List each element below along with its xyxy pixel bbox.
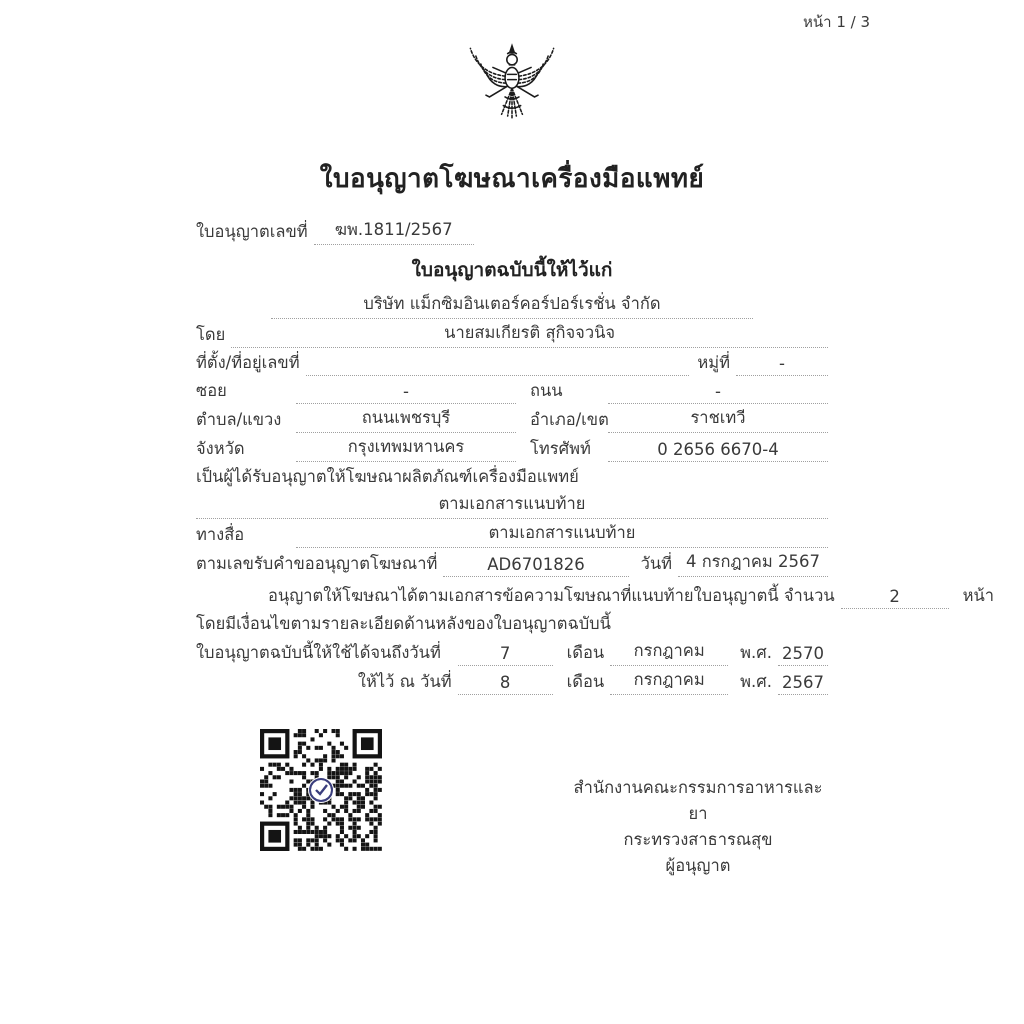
province-label: จังหวัด (196, 439, 245, 458)
page-number-indicator: หน้า 1 / 3 (802, 13, 870, 31)
valid-until-day: 7 (458, 644, 553, 666)
media-label: ทางสื่อ (196, 525, 245, 544)
moo-value: - (736, 354, 828, 376)
license-form (196, 217, 995, 879)
issued-to-heading: ใบอนุญาตฉบับนี้ให้ไว้แก่ (411, 259, 613, 281)
application-label: ตามเลขรับคำขออนุญาตโฆษณาที่ (196, 554, 438, 573)
grantee-statement-row (196, 463, 828, 490)
by-label: โดย (196, 325, 226, 344)
media-value: ตามเอกสารแนบท้าย (296, 520, 828, 548)
phone-value: 0 2656 6670-4 (608, 440, 828, 462)
company-row (196, 291, 828, 319)
pages-count-row (196, 582, 995, 609)
subdistrict-value: ถนนเพชรบุรี (296, 405, 516, 433)
application-date-value: 4 กรกฎาคม 2567 (678, 549, 828, 577)
document-title: ใบอนุญาตโฆษณาเครื่องมือแพทย์ (319, 164, 705, 194)
by-name-value: นายสมเกียรติ สุกิจจวนิจ (231, 320, 828, 348)
grantee-statement: เป็นผู้ได้รับอนุญาตให้โฆษณาผลิตภัณฑ์เครื่องมือแพทย์ (196, 467, 579, 486)
conditions-statement: โดยมีเงื่อนไขตามรายละเอียดด้านหลังของใบอนุญาตฉบับนี้ (196, 614, 611, 633)
era-label-1: พ.ศ. (740, 643, 772, 662)
location-label: ที่ตั้ง/ที่อยู่เลขที่ (196, 353, 300, 372)
valid-until-row (196, 638, 828, 666)
soi-label: ซอย (196, 381, 227, 400)
district-value: ราชเทวี (608, 405, 828, 433)
road-label: ถนน (530, 381, 563, 400)
subdistrict-label: ตำบล/แขวง (196, 410, 282, 429)
issued-on-row (196, 667, 828, 695)
pages-count-value: 2 (841, 587, 949, 609)
province-value: กรุงเทพมหานคร (296, 434, 516, 462)
application-row (196, 549, 828, 577)
pages-line-prefix: อนุญาตให้โฆษณาได้ตามเอกสารข้อความโฆษณาที่แนบท้ายใบอนุญาตนี้ จำนวน (268, 586, 835, 605)
signer-title: ผู้อนุญาต (665, 856, 731, 875)
qr-code (260, 729, 382, 857)
license-number-row (196, 217, 828, 245)
era-label-2: พ.ศ. (740, 672, 772, 691)
issuing-org-line2: กระทรวงสาธารณสุข (623, 830, 773, 849)
valid-until-label: ใบอนุญาตฉบับนี้ให้ใช้ได้จนถึงวันที่ (196, 643, 441, 662)
valid-until-year: 2570 (778, 644, 828, 666)
phone-label: โทรศัพท์ (530, 439, 591, 458)
soi-value: - (296, 382, 516, 404)
signature-block (568, 729, 828, 879)
subdistrict-district-row (196, 405, 828, 433)
issued-month: กรกฎาคม (610, 667, 728, 695)
location-row (196, 349, 828, 376)
issued-on-label: ให้ไว้ ณ วันที่ (357, 672, 452, 691)
road-value: - (608, 382, 828, 404)
garuda-emblem-icon (0, 0, 1024, 148)
valid-until-month: กรกฎาคม (610, 638, 728, 666)
media-row (196, 520, 828, 548)
product-attachment-row (196, 491, 828, 519)
company-name-value: บริษัท แม็กซิมอินเตอร์คอร์ปอร์เรชั่น จำกัด (271, 291, 753, 319)
pages-suffix: หน้า (962, 586, 995, 605)
application-date-label: วันที่ (640, 554, 672, 573)
by-row (196, 320, 828, 348)
month-label-2: เดือน (566, 672, 605, 691)
soi-road-row (196, 377, 828, 404)
district-label: อำเภอ/เขต (530, 410, 609, 429)
location-value (306, 354, 690, 376)
month-label-1: เดือน (566, 643, 605, 662)
issued-year: 2567 (778, 673, 828, 695)
license-number-label: ใบอนุญาตเลขที่ (196, 222, 308, 241)
issued-day: 8 (458, 673, 553, 695)
issuing-org-line1: สำนักงานคณะกรรมการอาหารและยา (573, 778, 823, 823)
license-number-value: ฆพ.1811/2567 (314, 217, 474, 245)
conditions-row (196, 610, 828, 637)
footer-section (196, 729, 828, 879)
application-no-value: AD6701826 (443, 555, 628, 577)
province-phone-row (196, 434, 828, 462)
product-attachment-value: ตามเอกสารแนบท้าย (196, 491, 828, 519)
moo-label: หมู่ที่ (697, 353, 730, 372)
